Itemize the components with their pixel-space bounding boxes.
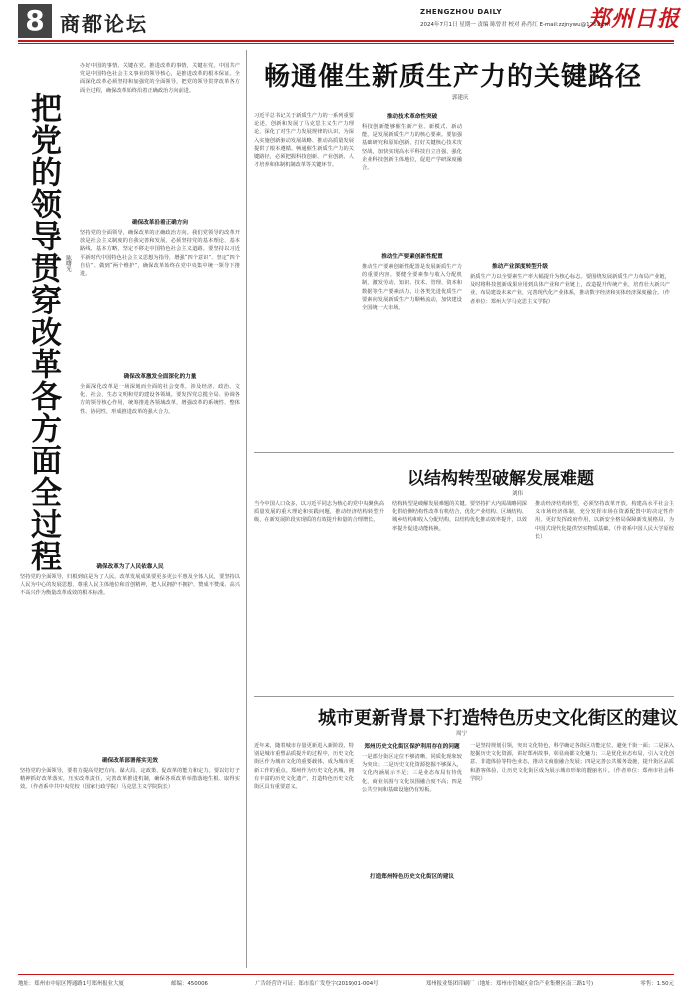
article4-title: 城市更新背景下打造特色历史文化街区的建议 (318, 708, 678, 729)
article1-sub4: 确保改革部署落实见效 (102, 758, 158, 764)
article4-col3: 一是坚持规划引领，突出文化特色，科学确定各街区功能定位，避免千街一面；二是深入挖掘历史文化资源，讲好郑州故事，彰显商都文化魅力；三是优化业态布局，引入文化创意、非遗体验等特色业态，推动文商旅融合发展；四是完善公共服务设施，提升街区品质和游客体验，让历史文化街区成为展示城市形象的靓丽名片。（作者单位：郑州市社会科学院） (470, 743, 674, 782)
divider-a2-a3 (254, 452, 674, 453)
footer-address: 地址：郑州市中原区博通路1号郑州报业大厦 (18, 981, 124, 987)
paper-english-name: ZHENGZHOU DAILY (420, 8, 503, 16)
article1-sub3: 确保改革为了人民依靠人民 (96, 564, 164, 570)
article1-col3: 全面深化改革是一场深刻而全面的社会变革，涉及经济、政治、文化、社会、生态文明和党的建设各领域。要发挥党总揽全局、协调各方的领导核心作用，统筹推进各领域改革，增强改革的系统性、整体性、协同性，形成推进改革的强大合力。 (80, 384, 240, 415)
article1-col3b (20, 430, 240, 570)
divider-a3-a4 (254, 696, 674, 697)
footer-printer: 郑州报业集团印刷厂（地址：郑州市管城区金岱产业集聚区南三路1号) (425, 981, 594, 987)
article2-col2: 科技创新能够催生新产业、新模式、新动能，是发展新质生产力的核心要素。要加强基础研究和原始创新，打好关键核心技术攻坚战，加快实现高水平科技自立自强，强化企业科技创新主体地位，促进产学研深度融合。 (362, 124, 462, 172)
article1-author: 陈曙光 (65, 255, 71, 272)
article4-author: 周宁 (456, 731, 468, 737)
article2-sub3: 推动产业深度转型升级 (492, 264, 548, 270)
article3-col2: 结构转型是破解发展难题的关键。要坚持扩大内需战略同深化供给侧结构性改革有机结合，优化产业结构、区域结构、城乡结构和收入分配结构，以结构优化推动效率提升，以效率提升促进动能转换。 (392, 501, 527, 532)
article2-col1: 习近平总书记关于新质生产力的一系列重要论述，创新和发展了马克思主义生产力理论，深化了对生产力发展规律的认识，为深入实施创新驱动发展战略、推动高质量发展提供了根本遵循。畅通催生新质生产力的关键路径，必须把握科技创新、产业创新、人才培养和体制机制改革等关键环节。 (254, 113, 354, 169)
footer-postcode: 邮编：450006 (171, 981, 208, 987)
article2-col3: 推动生产要素创新性配置是发展新质生产力的重要内容。要健全要素参与收入分配机制，激发劳动、知识、技术、管理、资本和数据等生产要素活力，让各类先进优质生产要素向发展新质生产力顺畅流动，加快建设全国统一大市场。 (362, 264, 462, 312)
article2-title: 畅通催生新质生产力的关键路径 (264, 62, 643, 92)
article2-col4-top (470, 112, 570, 257)
article4-col1: 近年来，随着城市存量更新进入新阶段，特别是城市重塑品质提升的过程中，历史文化街区作为城市文化的重要载体，成为城市更新工作的重点。郑州作为历史文化名城，拥有丰富的历史文化遗产，打造特色历史文化街区具有重要意义。 (254, 743, 354, 791)
header-rule (18, 40, 674, 42)
article1-title: 把党的领导贯穿改革各方面全过程 (25, 92, 61, 572)
article1-col2: 坚持党的全面领导，确保改革的正确政治方向。我们党领导的改革开放是社会主义制度的自我完善和发展，必须坚持党的基本理论、基本路线、基本方略，坚定不移走中国特色社会主义道路。要坚持以习近平新时代中国特色社会主义思想为指导，增强“四个意识”、坚定“四个自信”、做到“两个维护”，确保改革始终在党中央集中统一领导下推进。 (80, 230, 240, 278)
article1-col5: 坚持党的全面领导，要着力提高党把方向、谋大局、定政策、促改革的能力和定力。要以钉钉子精神抓好改革落实，压实改革责任，完善改革推进机制，确保各项改革举措落地生根、取得实效。（作者系中共中央党校（国家行政学院）马克思主义学院院长） (20, 768, 240, 791)
article1-col4: 坚持党的全面领导，归根到底是为了人民。改革发展成果要更多更公平惠及全体人民，要坚持以人民为中心的发展思想，尊重人民主体地位和首创精神，把人民拥护不拥护、赞成不赞成、高兴不高兴作为衡量改革成效的根本标准。 (20, 574, 240, 597)
section-title: 商都论坛 (60, 12, 148, 36)
paper-logo: 郑州日报 (588, 6, 681, 32)
article1-col1: 办好中国的事情，关键在党。推进改革的事情，关键在党。中国共产党是中国特色社会主义事业的领导核心，是推进改革的根本保证。全面深化改革必须坚持和加强党的全面领导，把党的领导贯穿改革各方面全过程，确保改革始终沿着正确政治方向前进。 (80, 63, 240, 94)
article4-sub1: 郑州历史文化街区保护利用存在的问题 (364, 744, 460, 750)
header-rule-thin (18, 43, 674, 44)
footer-price: 零售：1.50元 (640, 981, 674, 987)
footer-license: 广告经营许可证：郑市监广发登字(2019)01-004号 (255, 981, 379, 987)
article4-col2: 一是部分街区定位不够清晰，同质化现象较为突出；二是历史文化资源挖掘不够深入，文化内涵展示不足；三是业态布局有待优化，商业氛围与文化氛围融合度不高；四是公共空间和基础设施仍有短板。 (362, 754, 462, 793)
article1-sub1: 确保改革沿着正确方向 (132, 220, 188, 226)
article3-author: 刘伟 (512, 491, 524, 497)
article2-sub1: 推动技术革命性突破 (386, 114, 438, 120)
article2-author: 郭建庆 (452, 95, 469, 101)
article2-sub2: 推动生产要素创新性配置 (381, 254, 443, 260)
article2-col4: 新质生产力以全要素生产率大幅提升为核心标志。要围绕发展新质生产力布局产业链，及时将科技创新成果应用到具体产业和产业链上，改造提升传统产业，培育壮大新兴产业，布局建设未来产业，完善现代化产业体系，推动数字经济和实体经济深度融合。（作者单位：郑州大学马克思主义学院） (470, 274, 670, 305)
article1-sub2: 确保改革激发全面深化的力量 (123, 374, 197, 380)
article3-col3: 推动经济结构转型，必须坚持改革开放，构建高水平社会主义市场经济体制，充分发挥市场在资源配置中的决定性作用，更好发挥政府作用，以新安全格局保障新发展格局，为中国式现代化提供坚实物质基础。（作者系中国人民大学原校长） (535, 501, 674, 540)
article3-col1: 当今中国人口众多，以习近平同志为核心的党中央聚焦高质量发展的重大理论和实践问题，推动经济结构转型升级，在新发展阶段实现质的有效提升和量的合理增长。 (254, 501, 384, 524)
header-meta: 2024年7月1日 星期一 责编 陈曾君 校对 孙肖红 E-mail:zzjnywu@126.com (420, 22, 611, 28)
article3-title: 以结构转型破解发展难题 (407, 469, 594, 489)
page-number: 8 (18, 4, 52, 38)
footer-rule (18, 974, 674, 975)
article4-sub2: 打造郑州特色历史文化街区的建议 (370, 874, 454, 880)
footer (18, 979, 674, 987)
column-divider-left (246, 50, 247, 968)
